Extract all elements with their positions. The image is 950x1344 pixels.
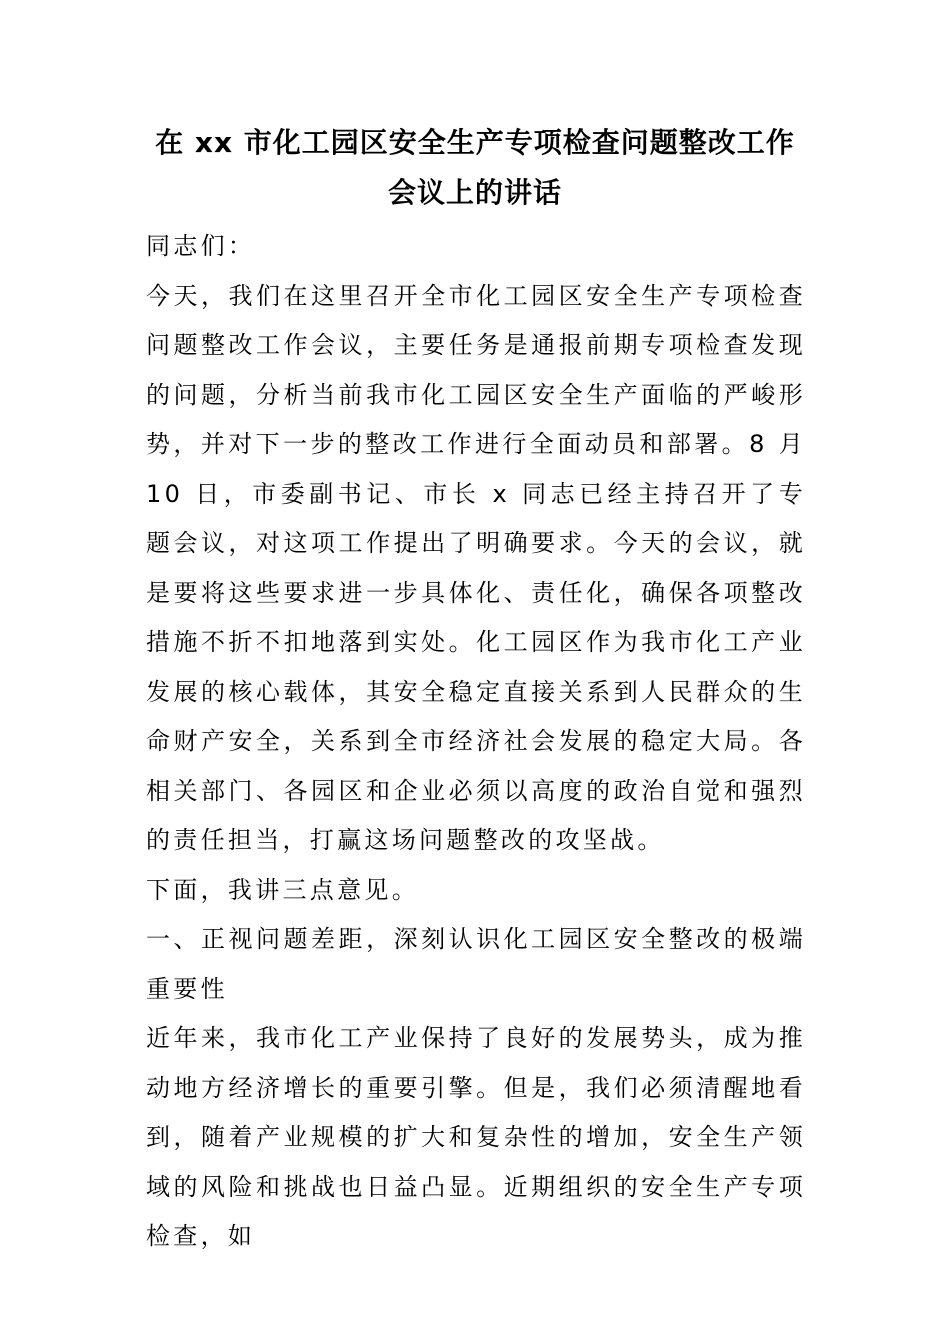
document-title: 在 xx 市化工园区安全生产专项检查问题整改工作会议上的讲话 [155, 126, 795, 209]
paragraph-intro: 今天，我们在这里召开全市化工园区安全生产专项检查问题整改工作会议，主要任务是通报前期专项检查发现的问题，分析当前我市化工园区安全生产面临的严峻形势，并对下一步的整改工作进行全面动员和部署。8 月 10 日，市委副书记、市长 x 同志已经主持召开了专题会议，对这项工作提出了明确要求。今天的会议，就是要将这些要求进一步具体化、责任化，确保各项整改措施不折不扣地落到实处。化工园区作为我市化工产业发展的核心载体，其安全稳定直接关系到人民群众的生命财产安全，关系到全市经济社会发展的稳定大局。各相关部门、各园区和企业必须以高度的政治自觉和强烈的责任担当，打赢这场问题整改的攻坚战。 [146, 281, 806, 854]
paragraph-transition: 下面，我讲三点意见。 [146, 875, 419, 904]
section-heading-1: 一、正视问题差距，深刻认识化工园区安全整改的极端重要性 [146, 925, 806, 1003]
salutation: 同志们： [146, 232, 256, 260]
paragraph-section-1: 近年来，我市化工产业保持了良好的发展势头，成为推动地方经济增长的重要引擎。但是，我们必须清醒地看到，随着产业规模的扩大和复杂性的增加，安全生产领域的风险和挑战也日益凸显。近期组织的安全生产专项检查，如 [146, 1024, 806, 1250]
document-body [146, 222, 806, 1262]
